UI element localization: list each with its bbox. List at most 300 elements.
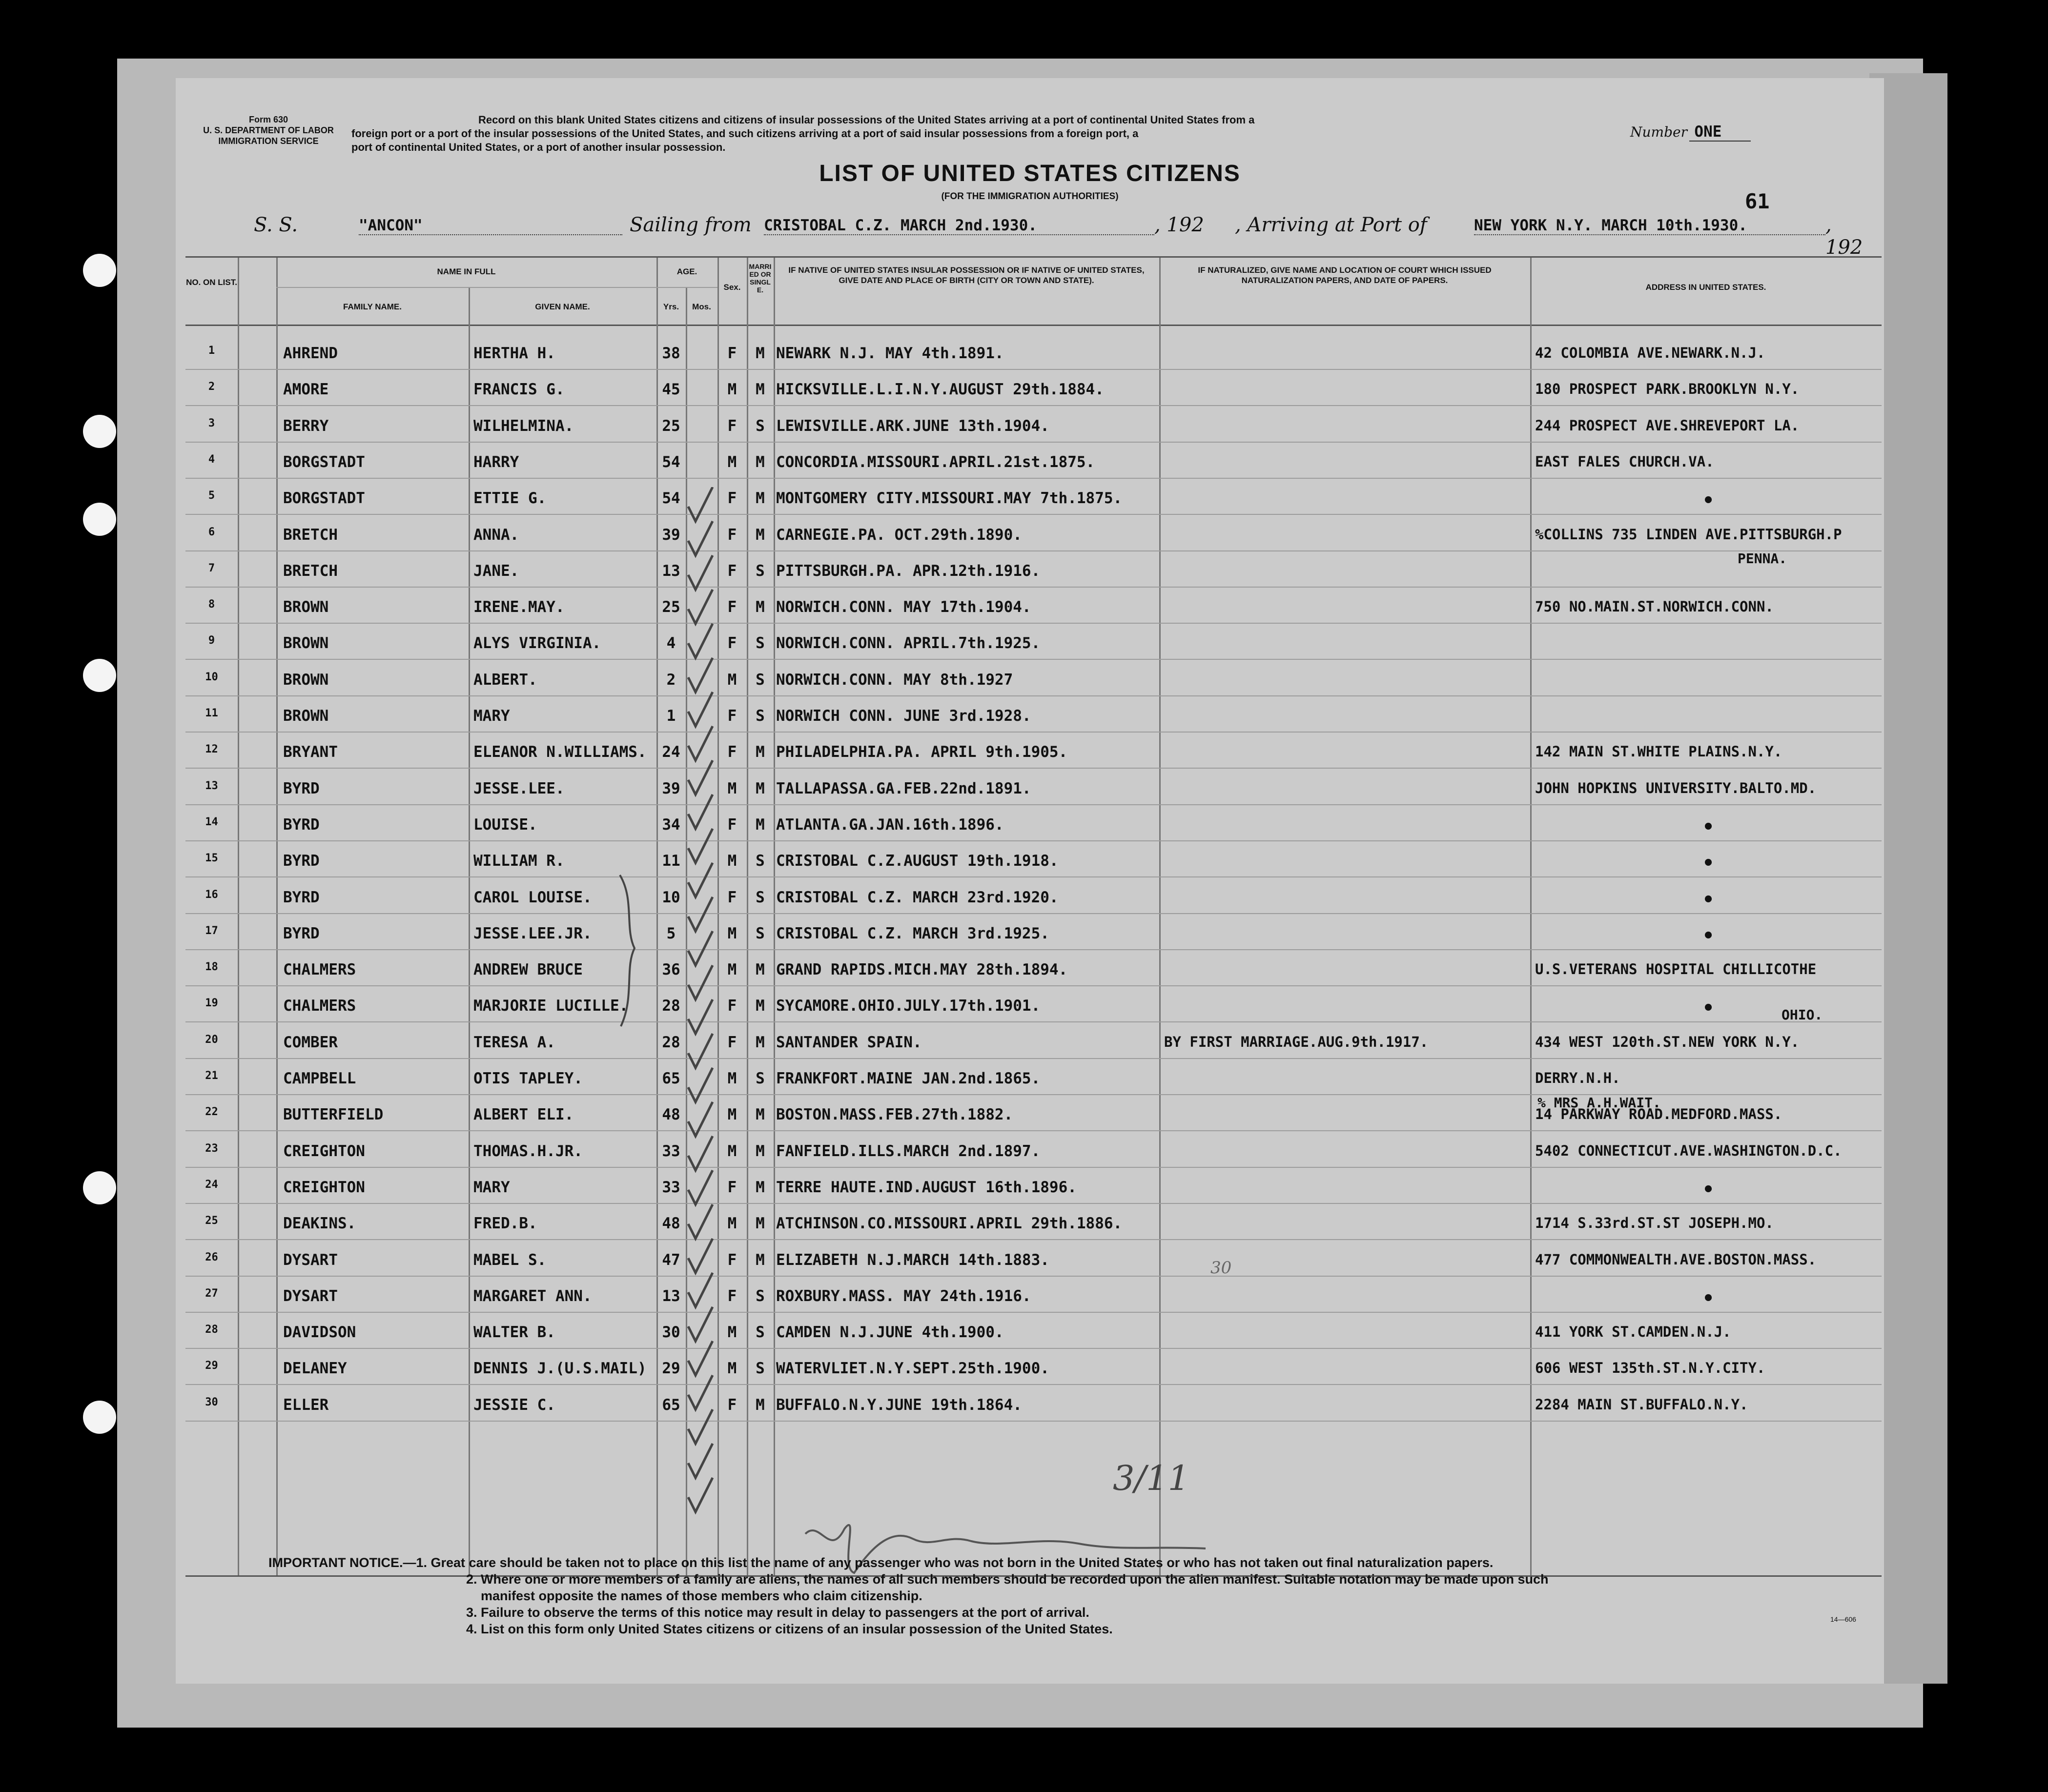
col-header-age: AGE. — [676, 267, 697, 276]
row-number: 26 — [205, 1251, 218, 1263]
birth-place-date: GRAND RAPIDS.MICH.MAY 28th.1894. — [776, 961, 1068, 979]
age-years: 45 — [662, 381, 680, 399]
address: 142 MAIN ST.WHITE PLAINS.N.Y. — [1535, 743, 1782, 760]
age-years: 65 — [662, 1396, 680, 1414]
row-rule — [185, 1058, 1882, 1059]
age-years: 54 — [662, 453, 680, 471]
birth-place-date: PITTSBURGH.PA. APR.12th.1916. — [776, 562, 1041, 580]
page-number: 61 — [1745, 189, 1770, 213]
sailing-from: CRISTOBAL C.Z. MARCH 2nd.1930. — [764, 217, 1154, 235]
address: 5402 CONNECTICUT.AVE.WASHINGTON.D.C. — [1535, 1142, 1842, 1159]
row-rule — [185, 985, 1882, 986]
birth-place-date: CARNEGIE.PA. OCT.29th.1890. — [776, 526, 1022, 544]
sex: M — [727, 1106, 737, 1124]
birth-place-date: NORWICH.CONN. MAY 8th.1927 — [776, 671, 1013, 689]
row-number: 20 — [205, 1033, 218, 1046]
family-name: AHREND — [283, 345, 338, 362]
given-name: ALYS VIRGINIA. — [473, 634, 601, 652]
given-name: CAROL LOUISE. — [473, 888, 592, 906]
given-name: WILLIAM R. — [473, 852, 565, 870]
row-number: 2 — [208, 381, 215, 393]
age-years: 5 — [666, 924, 676, 942]
row-rule — [185, 659, 1882, 660]
notice-item: 2. Where one or more members of a family are aliens, the names of all such members should be recorded upon the alien manifest. Suitable notation may be made upon such — [466, 1572, 1549, 1587]
row-number: 3 — [208, 417, 215, 429]
form-number: Form 630 — [248, 115, 288, 124]
age-years: 54 — [662, 489, 680, 508]
address: EAST FALES CHURCH.VA. — [1535, 453, 1714, 470]
age-years: 28 — [662, 1033, 680, 1051]
row-rule — [185, 1130, 1882, 1131]
family-name: BORGSTADT — [283, 453, 365, 471]
row-rule — [185, 1203, 1882, 1204]
age-years: 28 — [662, 997, 680, 1015]
sex: M — [727, 381, 737, 399]
number-value: ONE — [1689, 123, 1751, 142]
address: 14 PARKWAY ROAD.MEDFORD.MASS. — [1535, 1106, 1782, 1123]
marital-status: M — [756, 1033, 765, 1051]
marital-status: M — [756, 453, 765, 471]
address: %COLLINS 735 LINDEN AVE.PITTSBURGH.P — [1535, 526, 1842, 543]
address: 2284 MAIN ST.BUFFALO.N.Y. — [1535, 1396, 1748, 1413]
address-note-penna: PENNA. — [1738, 550, 1787, 567]
row-rule — [185, 442, 1882, 443]
row-number: 6 — [208, 526, 215, 538]
address: DERRY.N.H. — [1535, 1070, 1620, 1086]
age-years: 39 — [662, 779, 680, 797]
birth-place-date: SYCAMORE.OHIO.JULY.17th.1901. — [776, 997, 1041, 1015]
col-header-name: NAME IN FULL — [437, 267, 496, 276]
family-name: BROWN — [283, 671, 329, 689]
marital-status: S — [756, 671, 765, 689]
marital-status: M — [756, 598, 765, 616]
given-name: JESSE.LEE. — [473, 779, 565, 797]
notice-item: 4. List on this form only United States citizens or citizens of an insular possession of the United States. — [466, 1622, 1113, 1636]
age-years: 24 — [662, 743, 680, 761]
marital-status: M — [756, 779, 765, 797]
row-number: 10 — [205, 671, 218, 683]
col-header-address: ADDRESS IN UNITED STATES. — [1645, 283, 1766, 292]
sex: F — [727, 417, 737, 435]
address: • — [1702, 852, 1715, 875]
given-name: MARY — [473, 707, 510, 725]
punch-hole — [83, 659, 116, 692]
subheader-rule — [276, 287, 717, 288]
age-years: 47 — [662, 1251, 680, 1269]
sex: F — [727, 1287, 737, 1305]
age-years: 1 — [666, 707, 676, 725]
marital-status: M — [756, 1215, 765, 1233]
marital-status: M — [756, 1396, 765, 1414]
sex: M — [727, 1142, 737, 1160]
row-rule — [185, 623, 1882, 624]
marital-status: S — [756, 417, 765, 435]
row-rule — [185, 1384, 1882, 1385]
row-number: 8 — [208, 598, 215, 611]
row-number: 24 — [205, 1178, 218, 1191]
row-rule — [185, 369, 1882, 370]
marital-status: S — [756, 852, 765, 870]
important-notice — [268, 1554, 1830, 1637]
family-name: BROWN — [283, 634, 329, 652]
col-header-yrs: Yrs. — [663, 302, 679, 311]
family-name: CAMPBELL — [283, 1070, 356, 1087]
sex: M — [727, 779, 737, 797]
given-name: JESSE.LEE.JR. — [473, 924, 592, 942]
punch-hole — [83, 503, 116, 536]
marital-status: S — [756, 707, 765, 725]
col-header-married: MARRIED OR SINGLE. — [749, 263, 772, 294]
sex: F — [727, 743, 737, 761]
number-block — [1630, 123, 1751, 141]
sex: M — [727, 1360, 737, 1378]
sex: F — [727, 489, 737, 508]
marital-status: S — [756, 634, 765, 652]
row-rule — [185, 695, 1882, 696]
row-number: 13 — [205, 779, 218, 792]
row-rule — [185, 949, 1882, 950]
row-number: 25 — [205, 1215, 218, 1227]
address: 244 PROSPECT AVE.SHREVEPORT LA. — [1535, 417, 1800, 434]
sex: F — [727, 634, 737, 652]
marital-status: M — [756, 997, 765, 1015]
year-suffix: , 192 — [1825, 214, 1863, 259]
birth-place-date: CRISTOBAL C.Z. MARCH 3rd.1925. — [776, 924, 1049, 942]
age-years: 11 — [662, 852, 680, 870]
address: JOHN HOPKINS UNIVERSITY.BALTO.MD. — [1535, 779, 1817, 796]
sex: M — [727, 453, 737, 471]
birth-place-date: BUFFALO.N.Y.JUNE 19th.1864. — [776, 1396, 1022, 1414]
given-name: ELEANOR N.WILLIAMS. — [473, 743, 647, 761]
age-years: 36 — [662, 961, 680, 979]
given-name: FRED.B. — [473, 1215, 537, 1233]
row-number: 12 — [205, 743, 218, 756]
birth-place-date: LEWISVILLE.ARK.JUNE 13th.1904. — [776, 417, 1049, 435]
marital-status: S — [756, 1070, 765, 1087]
notice-item: —1. Great care should be taken not to place on this list the name of any passenger who was not born in the United States or who has not taken out final naturalization papers. — [403, 1555, 1494, 1570]
punch-hole — [83, 415, 116, 448]
sex: M — [727, 924, 737, 942]
marital-status: M — [756, 345, 765, 362]
row-rule — [185, 405, 1882, 406]
age-years: 65 — [662, 1070, 680, 1087]
age-years: 13 — [662, 1287, 680, 1305]
punch-hole — [83, 1171, 116, 1204]
row-rule — [185, 1021, 1882, 1022]
col-header-mos: Mos. — [692, 302, 711, 311]
row-number: 7 — [208, 562, 215, 574]
address: • — [1702, 815, 1715, 838]
birth-place-date: ATLANTA.GA.JAN.16th.1896. — [776, 815, 1004, 834]
marital-status: S — [756, 1324, 765, 1342]
column-rule — [469, 287, 470, 1575]
col-header-family: FAMILY NAME. — [343, 302, 402, 311]
family-name: BORGSTADT — [283, 489, 365, 508]
notice-item: 3. Failure to observe the terms of this notice may result in delay to passengers at the port of arrival. — [466, 1605, 1089, 1620]
address: U.S.VETERANS HOSPITAL CHILLICOTHE — [1535, 961, 1817, 978]
birth-place-date: TERRE HAUTE.IND.AUGUST 16th.1896. — [776, 1178, 1077, 1196]
age-years: 10 — [662, 888, 680, 906]
birth-place-date: ATCHINSON.CO.MISSOURI.APRIL 29th.1886. — [776, 1215, 1123, 1233]
row-rule — [185, 732, 1882, 733]
column-rule — [1159, 258, 1161, 1575]
birth-place-date: MONTGOMERY CITY.MISSOURI.MAY 7th.1875. — [776, 489, 1123, 508]
row-rule — [185, 1421, 1882, 1422]
marital-status: S — [756, 924, 765, 942]
form-code: 14—606 — [1830, 1615, 1856, 1623]
marital-status: S — [756, 562, 765, 580]
birth-place-date: CAMDEN N.J.JUNE 4th.1900. — [776, 1324, 1004, 1342]
arriving-port: NEW YORK N.Y. MARCH 10th.1930. — [1474, 217, 1825, 235]
family-brace-mark — [615, 870, 644, 1031]
given-name: MARJORIE LUCILLE. — [473, 997, 629, 1015]
row-number: 9 — [208, 634, 215, 647]
row-number: 15 — [205, 852, 218, 865]
age-years: 33 — [662, 1142, 680, 1160]
marital-status: M — [756, 815, 765, 834]
age-years: 25 — [662, 598, 680, 616]
family-name: BYRD — [283, 779, 320, 797]
age-years: 33 — [662, 1178, 680, 1196]
sex: M — [727, 1070, 737, 1087]
col-header-birth: IF NATIVE OF UNITED STATES INSULAR POSSESSION OR IF NATIVE OF UNITED STATES, GIVE DATE AND PLACE OF BIRTH (CITY OR TOWN AND STATE). — [788, 265, 1145, 285]
birth-place-date: SANTANDER SPAIN. — [776, 1033, 922, 1051]
sex: F — [727, 1178, 737, 1196]
family-name: CHALMERS — [283, 997, 356, 1015]
sex: F — [727, 1396, 737, 1414]
intro-line: foreign port or a port of the insular possessions of the United States, and such citizens arriving at a port of said insular possessions from a foreign port, a — [351, 127, 1139, 140]
given-name: HERTHA H. — [473, 345, 555, 362]
sex: M — [727, 671, 737, 689]
birth-place-date: CONCORDIA.MISSOURI.APRIL.21st.1875. — [776, 453, 1095, 471]
family-name: COMBER — [283, 1033, 338, 1051]
ship-name: "ANCON" — [359, 217, 622, 235]
page-title: LIST OF UNITED STATES CITIZENS — [819, 161, 1241, 186]
notice-item: manifest opposite the names of those members who claim citizenship. — [481, 1588, 922, 1603]
sex: F — [727, 707, 737, 725]
address-note-care-of: % MRS A.H.WAIT. — [1537, 1095, 1661, 1111]
family-name: BRETCH — [283, 562, 338, 580]
given-name: LOUISE. — [473, 815, 537, 834]
sex: F — [727, 526, 737, 544]
family-name: CREIGHTON — [283, 1178, 365, 1196]
marital-status: S — [756, 888, 765, 906]
address: • — [1702, 1287, 1715, 1310]
given-name: WALTER B. — [473, 1324, 555, 1342]
family-name: CREIGHTON — [283, 1142, 365, 1160]
row-rule — [185, 1348, 1882, 1349]
given-name: THOMAS.H.JR. — [473, 1142, 583, 1160]
birth-place-date: WATERVLIET.N.Y.SEPT.25th.1900. — [776, 1360, 1049, 1378]
age-years: 2 — [666, 671, 676, 689]
age-years: 34 — [662, 815, 680, 834]
given-name: TERESA A. — [473, 1033, 555, 1051]
col-header-given: GIVEN NAME. — [535, 302, 590, 311]
address: 750 NO.MAIN.ST.NORWICH.CONN. — [1535, 598, 1774, 615]
birth-place-date: TALLAPASSA.GA.FEB.22nd.1891. — [776, 779, 1031, 797]
marital-status: M — [756, 1251, 765, 1269]
column-rule — [276, 258, 278, 1575]
address: 606 WEST 135th.ST.N.Y.CITY. — [1535, 1360, 1765, 1377]
row-rule — [185, 1167, 1882, 1168]
row-number: 28 — [205, 1324, 218, 1336]
marital-status: M — [756, 1106, 765, 1124]
intro-line: Record on this blank United States citizens and citizens of insular possessions of the United States arriving at a port of continental United States from a — [478, 114, 1255, 126]
birth-place-date: BOSTON.MASS.FEB.27th.1882. — [776, 1106, 1013, 1124]
family-name: AMORE — [283, 381, 329, 399]
sex: F — [727, 562, 737, 580]
marital-status: M — [756, 743, 765, 761]
row-rule — [185, 587, 1882, 588]
sailing-label: Sailing from — [630, 214, 752, 236]
department: U. S. DEPARTMENT OF LABOR — [203, 125, 334, 135]
row-number: 17 — [205, 924, 218, 937]
sex: M — [727, 1324, 737, 1342]
ss-label: S. S. — [254, 214, 298, 236]
sex: F — [727, 1033, 737, 1051]
row-number: 4 — [208, 453, 215, 466]
family-name: BERRY — [283, 417, 329, 435]
sex: F — [727, 1251, 737, 1269]
marital-status: M — [756, 1142, 765, 1160]
given-name: ETTIE G. — [473, 489, 547, 508]
given-name: DENNIS J.(U.S.MAIL) — [473, 1360, 647, 1378]
birth-place-date: ROXBURY.MASS. MAY 24th.1916. — [776, 1287, 1031, 1305]
given-name: MARY — [473, 1178, 510, 1196]
family-name: ELLER — [283, 1396, 329, 1414]
sex: F — [727, 997, 737, 1015]
birth-place-date: FRANKFORT.MAINE JAN.2nd.1865. — [776, 1070, 1041, 1087]
birth-place-date: HICKSVILLE.L.I.N.Y.AUGUST 29th.1884. — [776, 381, 1104, 399]
family-name: DAVIDSON — [283, 1324, 356, 1342]
naturalization: BY FIRST MARRIAGE.AUG.9th.1917. — [1164, 1033, 1429, 1050]
given-name: JANE. — [473, 562, 519, 580]
family-name: BYRD — [283, 924, 320, 942]
family-name: BRYANT — [283, 743, 338, 761]
address: 434 WEST 120th.ST.NEW YORK N.Y. — [1535, 1033, 1800, 1050]
given-name: FRANCIS G. — [473, 381, 565, 399]
column-rule — [1530, 258, 1532, 1575]
given-name: ANDREW BRUCE — [473, 961, 583, 979]
address-note-ohio: OHIO. — [1782, 1007, 1823, 1023]
age-years: 25 — [662, 417, 680, 435]
family-name: BROWN — [283, 707, 329, 725]
form-id-block — [195, 114, 342, 146]
row-number: 1 — [208, 345, 215, 357]
marital-status: M — [756, 489, 765, 508]
marital-status: S — [756, 1287, 765, 1305]
header-rule — [185, 325, 1882, 326]
row-number: 16 — [205, 888, 218, 901]
marital-status: M — [756, 1178, 765, 1196]
punch-hole — [83, 254, 116, 287]
birth-place-date: NORWICH.CONN. APRIL.7th.1925. — [776, 634, 1041, 652]
row-number: 27 — [205, 1287, 218, 1300]
row-number: 21 — [205, 1070, 218, 1082]
row-number: 30 — [205, 1396, 218, 1408]
row-number: 11 — [205, 707, 218, 719]
address: • — [1702, 489, 1715, 512]
family-name: DYSART — [283, 1251, 338, 1269]
intro-line: port of continental United States, or a port of another insular possession. — [351, 141, 726, 153]
row-number: 18 — [205, 961, 218, 974]
family-name: DEAKINS. — [283, 1215, 356, 1233]
age-years: 30 — [662, 1324, 680, 1342]
given-name: OTIS TAPLEY. — [473, 1070, 583, 1087]
address: 477 COMMONWEALTH.AVE.BOSTON.MASS. — [1535, 1251, 1817, 1268]
family-name: BRETCH — [283, 526, 338, 544]
row-rule — [185, 804, 1882, 805]
page-subtitle: (FOR THE IMMIGRATION AUTHORITIES) — [941, 191, 1119, 202]
marital-status: S — [756, 1360, 765, 1378]
family-name: CHALMERS — [283, 961, 356, 979]
family-name: BUTTERFIELD — [283, 1106, 384, 1124]
family-name: DYSART — [283, 1287, 338, 1305]
address: • — [1702, 997, 1715, 1020]
marital-status: M — [756, 961, 765, 979]
check-marks — [674, 487, 732, 1570]
family-name: BROWN — [283, 598, 329, 616]
column-rule — [774, 258, 775, 1575]
sex: M — [727, 1215, 737, 1233]
row-rule — [185, 876, 1882, 877]
address: 180 PROSPECT PARK.BROOKLYN N.Y. — [1535, 381, 1800, 398]
family-name: BYRD — [283, 852, 320, 870]
row-rule — [185, 550, 1882, 551]
sex: M — [727, 852, 737, 870]
sex: M — [727, 961, 737, 979]
age-years: 29 — [662, 1360, 680, 1378]
row-number: 29 — [205, 1360, 218, 1372]
marital-status: M — [756, 381, 765, 399]
row-rule — [185, 840, 1882, 841]
given-name: WILHELMINA. — [473, 417, 574, 435]
col-header-no: NO. ON LIST. — [186, 278, 237, 287]
birth-place-date: PHILADELPHIA.PA. APRIL 9th.1905. — [776, 743, 1068, 761]
given-name: IRENE.MAY. — [473, 598, 565, 616]
service: IMMIGRATION SERVICE — [218, 136, 319, 146]
family-name: DELANEY — [283, 1360, 347, 1378]
given-name: HARRY — [473, 453, 519, 471]
given-name: MABEL S. — [473, 1251, 547, 1269]
row-rule — [185, 913, 1882, 914]
row-number: 14 — [205, 815, 218, 828]
given-name: MARGARET ANN. — [473, 1287, 592, 1305]
address: • — [1702, 888, 1715, 911]
column-rule — [238, 258, 239, 1575]
sex: F — [727, 345, 737, 362]
age-years: 4 — [666, 634, 676, 652]
age-years: 48 — [662, 1215, 680, 1233]
birth-place-date: CRISTOBAL C.Z.AUGUST 19th.1918. — [776, 852, 1059, 870]
sex: F — [727, 815, 737, 834]
row-rule — [185, 768, 1882, 769]
number-label: Number — [1630, 124, 1687, 140]
row-rule — [185, 478, 1882, 479]
row-rule — [185, 1312, 1882, 1313]
handwritten-stray: 30 — [1210, 1258, 1232, 1278]
sex: F — [727, 598, 737, 616]
manifest-table — [185, 256, 1882, 1577]
arriving-label: , Arriving at Port of — [1235, 214, 1427, 236]
given-name: ALBERT ELI. — [473, 1106, 574, 1124]
col-header-sex: Sex. — [723, 283, 741, 292]
address: • — [1702, 924, 1715, 947]
birth-place-date: FANFIELD.ILLS.MARCH 2nd.1897. — [776, 1142, 1041, 1160]
birth-place-date: NEWARK N.J. MAY 4th.1891. — [776, 345, 1004, 362]
address: 1714 S.33rd.ST.ST JOSEPH.MO. — [1535, 1215, 1774, 1232]
family-name: BYRD — [283, 888, 320, 906]
